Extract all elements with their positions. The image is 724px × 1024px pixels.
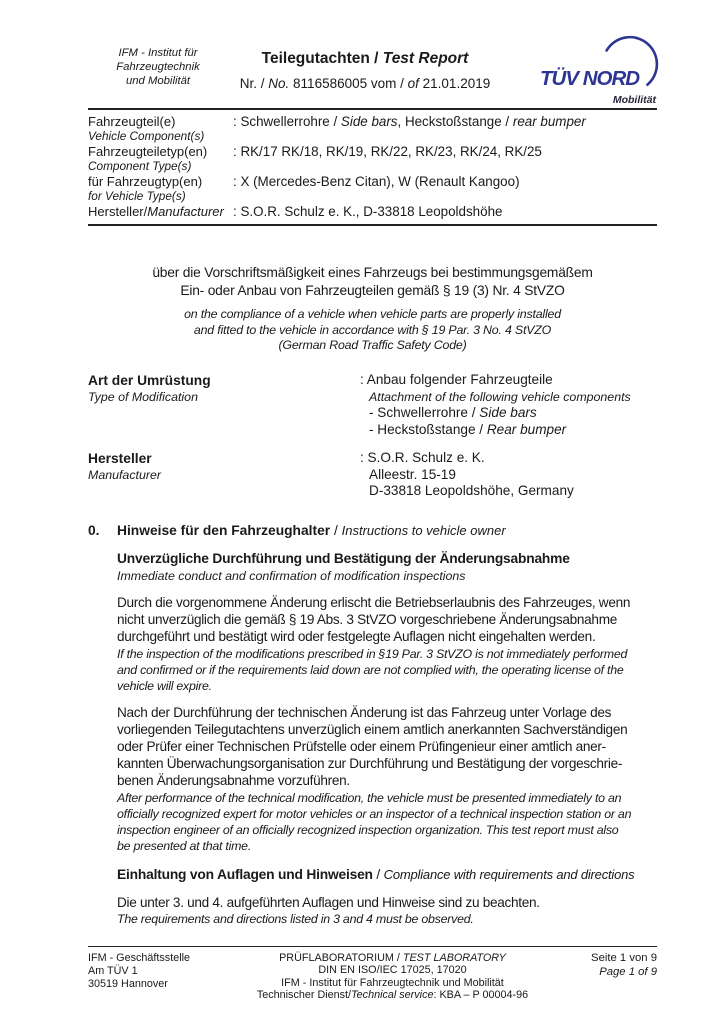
paragraph-line: Nach der Durchführung der technischen Änderung ist das Fahrzeug unter Vorlage des	[117, 704, 612, 720]
info-sublabel: Component Type(s)	[88, 159, 192, 173]
compliance-de-line: Ein- oder Anbau von Fahrzeugteilen gemäß § 19 (3) Nr. 4 StVZO	[180, 283, 565, 298]
manufacturer-section	[88, 450, 657, 500]
compliance-de-line: über die Vorschriftsmäßigkeit eines Fahrzeugs bei bestimmungsgemäßem	[152, 265, 593, 280]
paragraph-line: Durch die vorgenommene Änderung erlischt die Betriebserlaubnis des Fahrzeuges, wenn	[117, 595, 631, 610]
info-row-manufacturer	[88, 204, 657, 219]
info-value: : X (Mercedes-Benz Citan), W (Renault Kangoo)	[233, 174, 520, 189]
compliance-en-line: (German Road Traffic Safety Code)	[278, 338, 467, 352]
section-number: 0.	[88, 523, 100, 538]
info-label-block	[88, 174, 233, 204]
info-row-component-type	[88, 144, 657, 174]
paragraph-line-en: If the inspection of the modifications prescribed in §19 Par. 3 StVZO is not immediately performed	[117, 646, 628, 661]
subheading-modification-inspection	[117, 550, 698, 584]
manufacturer-label-block	[88, 450, 360, 483]
footer-lab-line: IFM - Institut für Fahrzeugtechnik und Mobilität	[281, 976, 504, 989]
info-row-vehicle-type	[88, 174, 657, 204]
paragraph-line-en: After performance of the technical modification, the vehicle must be presented immediately to an	[117, 790, 622, 805]
manufacturer-label: Hersteller	[88, 451, 152, 466]
modification-value-line: - Schwellerrohre / Side bars	[369, 405, 537, 420]
footer-address	[88, 952, 238, 991]
info-value: : S.O.R. Schulz e. K., D-33818 Leopoldshöhe	[233, 204, 503, 219]
paragraph-line-en: and confirmed or if the requirements laid down are not complied with, the operating license of the	[117, 662, 624, 677]
title-block	[170, 50, 560, 91]
info-label-block	[88, 114, 233, 144]
subheading-de: Unverzügliche Durchführung und Bestätigung der Änderungsabnahme	[117, 551, 570, 566]
info-label: Fahrzeugteil(e)	[88, 114, 176, 129]
org-line-2: Fahrzeugtechnik	[116, 61, 200, 73]
paragraph-line: Die unter 3. und 4. aufgeführten Auflagen und Hinweise sind zu beachten.	[117, 894, 540, 910]
compliance-en-line: and fitted to the vehicle in accordance with § 19 Par. 3 No. 4 StVZO	[193, 322, 552, 337]
modification-value-line: - Heckstoßstange / Rear bumper	[369, 421, 567, 437]
manufacturer-value-line: D-33818 Leopoldshöhe, Germany	[369, 483, 574, 498]
doc-number: Nr. / No. 8116586005 vom / of 21.01.2019	[239, 76, 491, 91]
section-heading: Hinweise für den Fahrzeughalter / Instructions to vehicle owner	[117, 523, 506, 538]
page-number-en: Page 1 of 9	[599, 965, 657, 978]
paragraph-line: benen Änderungsabnahme vorzuführen.	[117, 773, 350, 789]
manufacturer-value-line: Alleestr. 15-19	[369, 466, 456, 482]
compliance-en-line: on the compliance of a vehicle when vehicle parts are properly installed	[184, 307, 561, 321]
info-sublabel: for Vehicle Type(s)	[88, 189, 186, 203]
manufacturer-value-block	[360, 450, 657, 500]
info-label-block	[88, 144, 233, 174]
manufacturer-value-line: : S.O.R. Schulz e. K.	[360, 450, 485, 465]
tuev-nord-logo	[540, 34, 662, 106]
paragraph-line-en: vehicle will expire.	[117, 678, 212, 693]
modification-value-line: : Anbau folgender Fahrzeugteile	[360, 372, 553, 387]
footer-address-line: Am TÜV 1	[88, 965, 138, 977]
logo-tagline: Mobilität	[612, 94, 656, 106]
subheading-en: Immediate conduct and confirmation of modification inspections	[117, 569, 466, 583]
modification-label-block	[88, 372, 360, 405]
paragraph-line-en: inspection engineer of an officially recognized inspection organization. This test report must also	[117, 822, 619, 837]
page-number	[547, 952, 657, 979]
modification-label-en: Type of Modification	[88, 390, 198, 404]
paragraph-line: vorliegenden Teilegutachtens unverzüglich einem amtlich anerkannten Sachverständigen	[117, 721, 628, 737]
org-line-3: und Mobilität	[125, 75, 191, 87]
section-0	[88, 522, 698, 927]
paragraph-line: kannten Überwachungsorganisation zur Durchführung und Bestätigung der vorgeschrie-	[117, 756, 623, 772]
paragraph-line-en: The requirements and directions listed in 3 and 4 must be observed.	[117, 911, 474, 926]
org-line-1: IFM - Institut für	[118, 47, 198, 59]
modification-value-block	[360, 372, 657, 438]
info-label: Fahrzeugteiletyp(en)	[88, 144, 208, 159]
info-sublabel: Vehicle Component(s)	[88, 129, 205, 143]
info-value: : Schwellerrohre / Side bars, Heckstoßstange / rear bumper	[233, 114, 586, 129]
vehicle-info-table	[88, 108, 657, 226]
footer-address-line: IFM - Geschäftsstelle	[88, 952, 190, 964]
info-label: Hersteller/Manufacturer	[88, 204, 224, 219]
logo-wordmark: TÜV NORD	[540, 67, 640, 90]
paragraph-line: nicht unverzüglich die gemäß § 19 Abs. 3 StVZO vorgeschriebene Änderungsabnahme	[117, 612, 617, 628]
page-number-de: Seite 1 von 9	[591, 952, 657, 964]
manufacturer-label-en: Manufacturer	[88, 468, 162, 482]
paragraph-line: durchgeführt und bestätigt wird oder festgelegte Auflagen nicht eingehalten werden.	[117, 629, 596, 645]
footer-address-line: 30519 Hannover	[88, 978, 168, 990]
paragraph-1	[117, 594, 698, 694]
footer-lab-line: PRÜFLABORATORIUM / TEST LABORATORY	[279, 952, 506, 964]
footer-lab-line: DIN EN ISO/IEC 17025, 17020	[318, 964, 467, 977]
paragraph-3	[117, 894, 698, 927]
subheading-compliance: Einhaltung von Auflagen und Hinweisen / Compliance with requirements and directions	[117, 866, 635, 882]
section-0-body	[117, 550, 698, 927]
paragraph-2	[117, 704, 698, 854]
footer-lab-line: Technischer Dienst/Technical service: KBA – P 00004-96	[256, 988, 529, 1001]
footer-laboratory-info	[238, 952, 547, 1001]
page-footer	[88, 946, 657, 1001]
info-row-component	[88, 114, 657, 144]
info-value: : RK/17 RK/18, RK/19, RK/22, RK/23, RK/24, RK/25	[233, 144, 542, 159]
section-0-heading-row	[88, 522, 698, 540]
modification-label: Art der Umrüstung	[88, 373, 211, 388]
compliance-statement	[88, 264, 657, 354]
info-label: für Fahrzeugtyp(en)	[88, 174, 203, 189]
paragraph-line: oder Prüfer einer Technischen Prüfstelle oder einem Prüfingenieur einer amtlich aner-	[117, 739, 606, 755]
modification-value-line-en: Attachment of the following vehicle components	[369, 389, 631, 404]
paragraph-line-en: be presented at that time.	[117, 838, 252, 853]
page-title: Teilegutachten / Test Report	[261, 50, 469, 67]
modification-section	[88, 372, 657, 438]
paragraph-line-en: officially recognized expert for motor vehicles or an inspector of a technical inspection station or an	[117, 806, 632, 821]
